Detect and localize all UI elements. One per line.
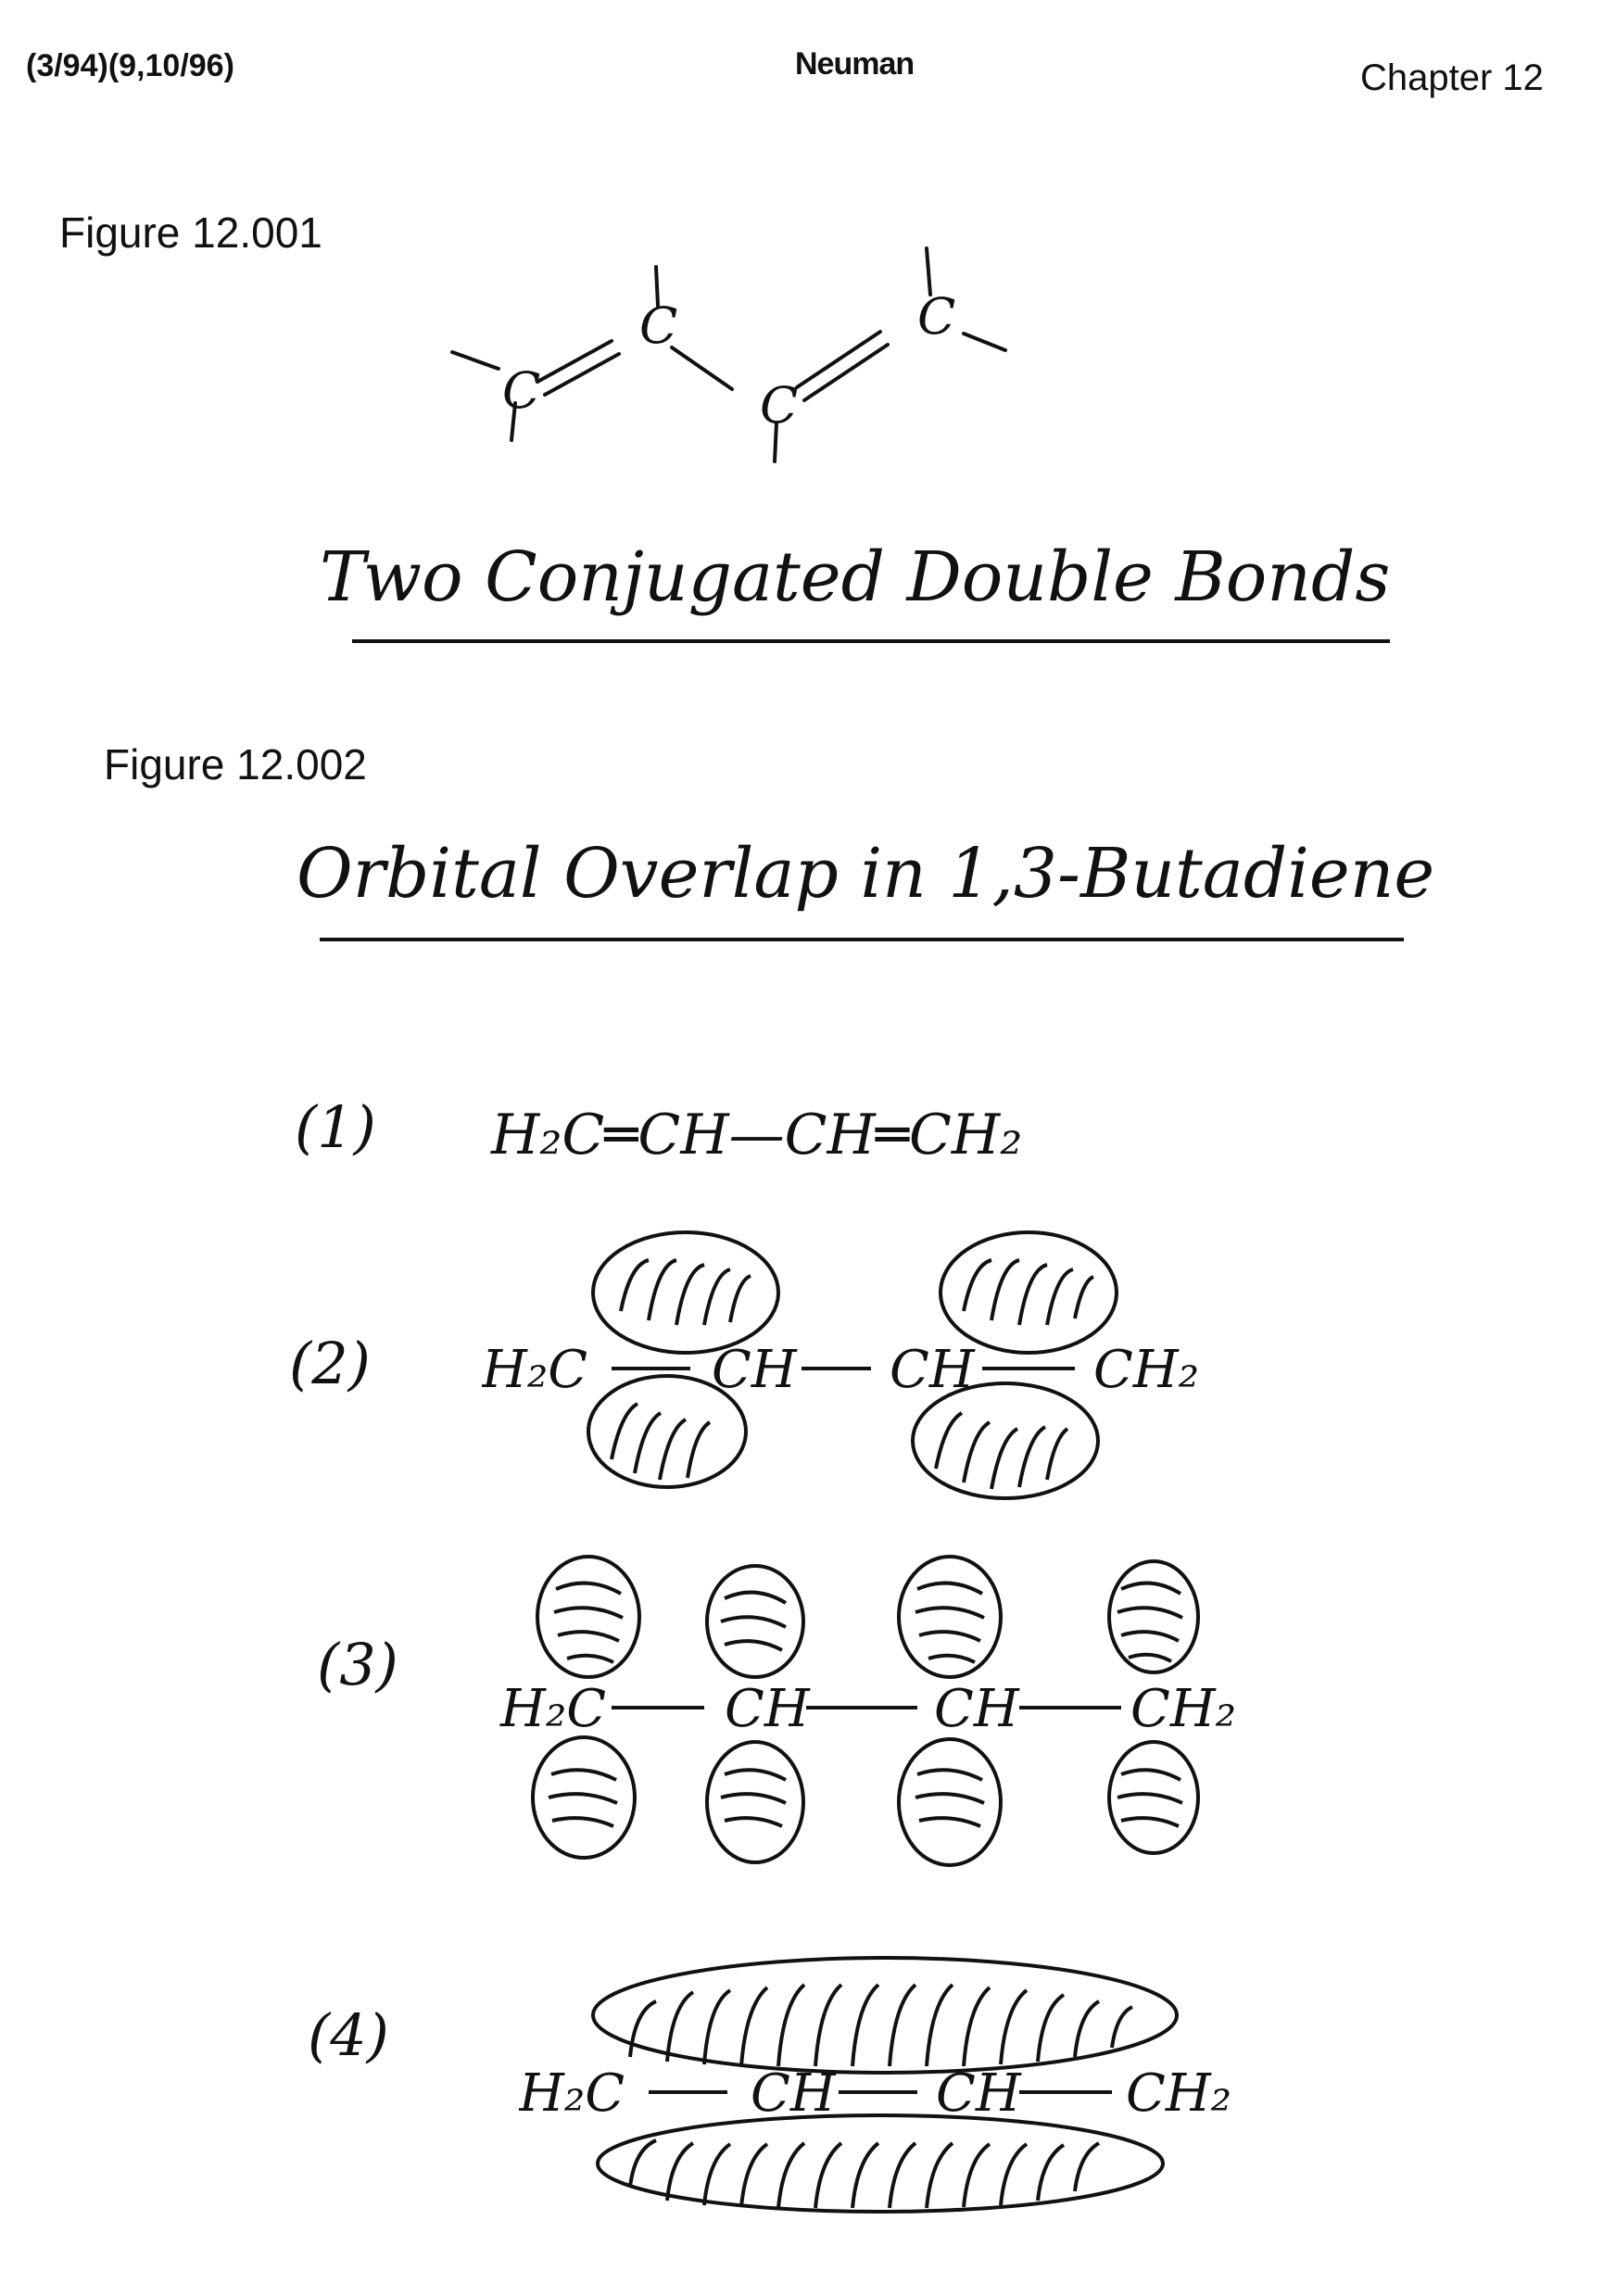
atom-c2: C [639, 296, 678, 355]
orbital-diagram-localized-pi-bonds [482, 1209, 1242, 1515]
figure-12-001-caption: Two Conjugated Double Bonds [320, 537, 1391, 617]
p-orbital-lobe [533, 1737, 635, 1858]
row-number: (3) [317, 1631, 398, 1698]
atom-c1: C [502, 361, 541, 420]
p-orbital-lobe [537, 1557, 639, 1677]
row-number: (4) [308, 2001, 389, 2069]
atom-label: CH [890, 1340, 975, 1400]
atom-c3: C [760, 376, 799, 435]
orbital-diagram-p-orbitals [482, 1543, 1242, 1876]
figure-12-001-label: Figure 12.001 [59, 208, 322, 257]
atom-label: CH [751, 2063, 836, 2124]
atom-label: CH [936, 2063, 1021, 2124]
atom-label: CH [934, 1679, 1019, 1739]
butadiene-formula: H₂C═CH—CH═CH₂ [491, 1103, 1023, 1167]
atom-label: H₂C [482, 1340, 588, 1400]
atom-label: CH [725, 1679, 810, 1739]
orbital-diagram-delocalized-pi-system [519, 1936, 1260, 2214]
row-number: (1) [295, 1093, 376, 1161]
figure-12-002-label: Figure 12.002 [104, 740, 367, 788]
delocalized-pi-cloud [593, 1958, 1177, 2073]
atom-label: CH [712, 1340, 797, 1400]
delocalized-pi-cloud [598, 2115, 1163, 2212]
caption-underline [320, 938, 1404, 941]
atom-label: H₂C [500, 1679, 607, 1739]
caption-underline [352, 639, 1390, 643]
atom-label: CH₂ [1130, 1679, 1237, 1739]
atom-c4: C [917, 287, 956, 346]
header-chapter: Chapter 12 [1360, 57, 1544, 98]
p-orbital-lobe [899, 1557, 1001, 1677]
atom-label: H₂C [519, 2063, 625, 2124]
row-number: (2) [289, 1330, 371, 1397]
atom-label: CH₂ [1093, 1340, 1200, 1400]
p-orbital-lobe [707, 1742, 803, 1862]
atom-label: CH₂ [1126, 2063, 1232, 2124]
header-date-codes: (3/94)(9,10/96) [26, 48, 234, 83]
header-author: Neuman [795, 46, 915, 82]
figure-12-002-caption: Orbital Overlap in 1,3-Butadiene [297, 834, 1435, 914]
p-orbital-lobe [899, 1739, 1001, 1865]
butadiene-skeleton-structure [426, 241, 1038, 473]
